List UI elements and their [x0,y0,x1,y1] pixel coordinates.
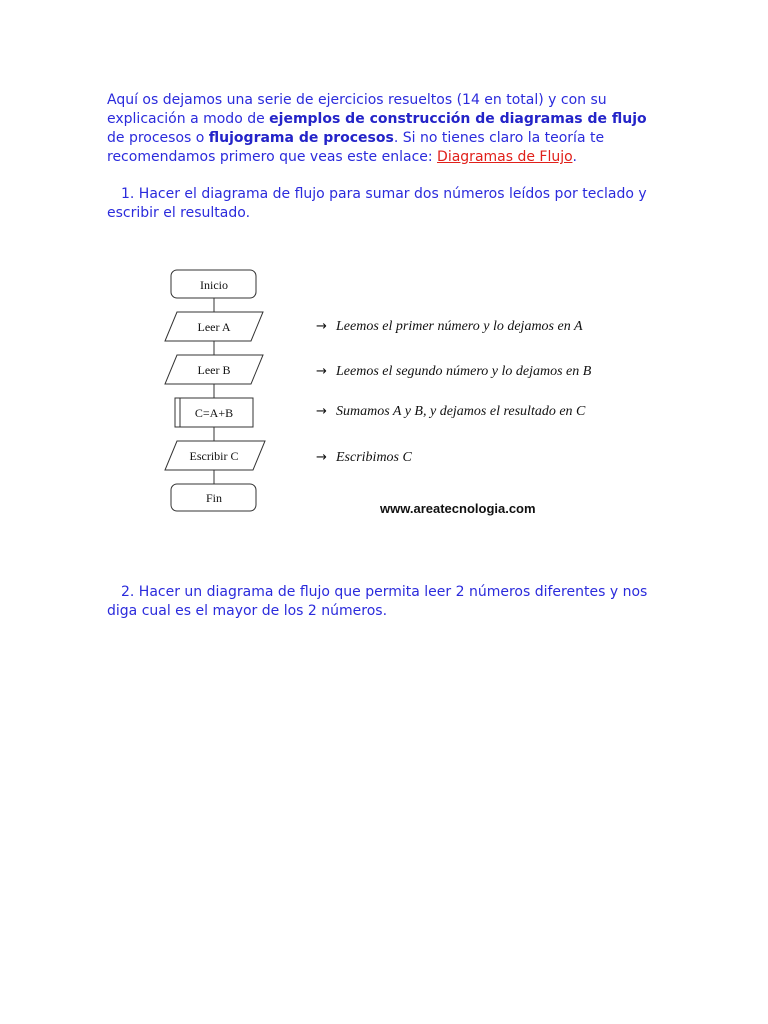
flowchart-svg [150,258,630,528]
diagramas-de-flujo-link[interactable]: Diagramas de Flujo [437,149,573,165]
intro-bold-1: ejemplos de construcción de diagramas de flujo [269,111,647,127]
intro-text-2: de procesos o [107,130,209,146]
arrow-icon: → [316,364,327,379]
end-label: Fin [205,491,223,505]
website-watermark: www.areatecnologia.com [380,501,536,516]
arrow-icon: → [316,319,327,334]
read-a-label: Leer A [197,320,231,334]
start-label: Inicio [200,278,228,292]
intro-paragraph [107,91,667,167]
note-read-b: Leemos el segundo número y lo dejamos en B [336,364,592,379]
exercise-2-text: 2. Hacer un diagrama de flujo que permita leer 2 números diferentes y nos diga cual es el mayor de los 2 números. [107,584,648,619]
note-write: Escribimos C [336,450,412,465]
intro-bold-2: flujograma de procesos [208,130,394,146]
read-b-label: Leer B [197,363,231,377]
intro-text-3: . Si no tienes claro la teoría te recomendamos primero que veas este enlace: [107,130,605,165]
arrow-icon: → [316,450,327,465]
arrow-icon: → [316,404,327,419]
note-read-a: Leemos el primer número y lo dejamos en A [336,319,583,334]
exercise-1-text: 1. Hacer el diagrama de flujo para sumar dos números leídos por teclado y escribir el resultado. [107,186,647,221]
write-c-label: Escribir C [189,449,239,463]
process-label: C=A+B [194,406,234,420]
flowchart-figure [150,258,630,528]
intro-text-1: Aquí os dejamos una serie de ejercicios resueltos (14 en total) y con su explicación a modo de [107,92,607,127]
intro-text-4: . [572,149,577,165]
note-process: Sumamos A y B, y dejamos el resultado en C [336,404,586,419]
